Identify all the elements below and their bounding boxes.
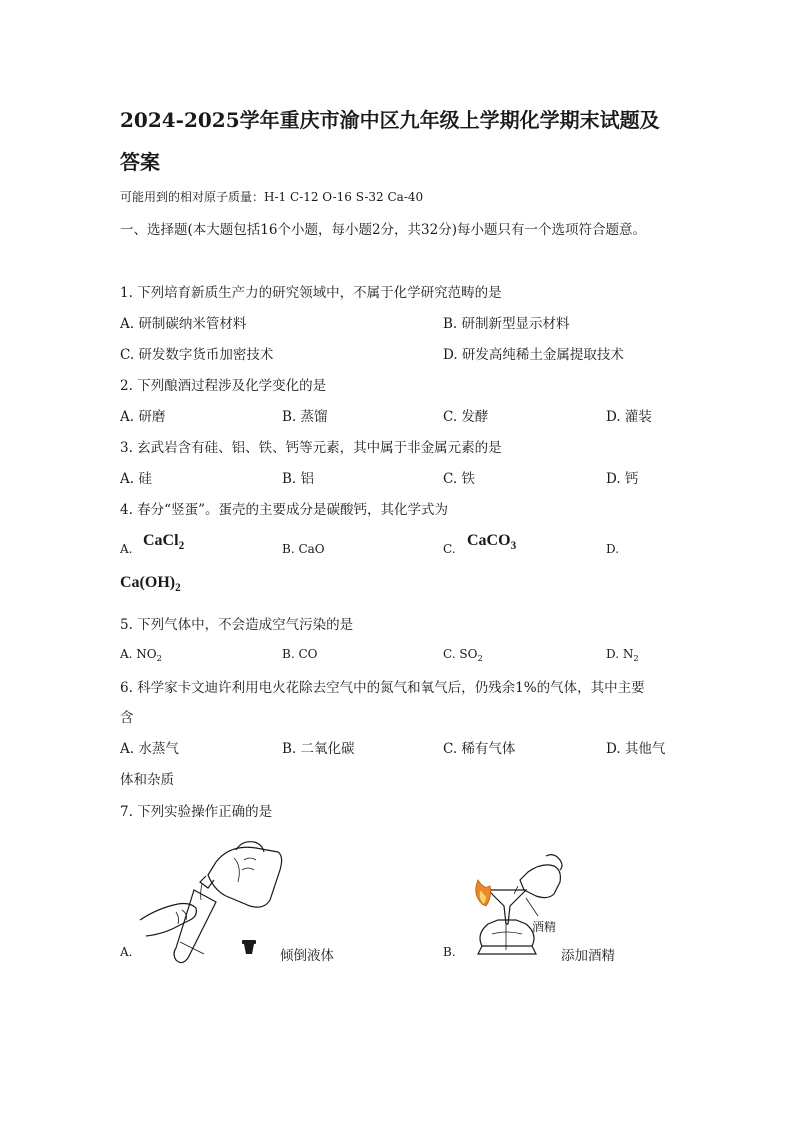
q4-stem: 4. 春分“竖蛋”。蛋壳的主要成分是碳酸钙，其化学式为 [120,502,448,518]
q6-option-c: C. 稀有气体 [443,741,516,757]
q4-option-d-label: D. [606,542,620,556]
atomic-masses: 可能用到的相对原子质量：H-1 C-12 O-16 S-32 Ca-40 [120,190,424,204]
q7-option-b-caption: 添加酒精 [561,948,615,964]
section-heading: 一、选择题(本大题包括16个小题，每小题2分，共32分)每小题只有一个选项符合题意。 [120,222,646,238]
q6-stem-line2: 含 [120,710,134,726]
q3-stem: 3. 玄武岩含有硅、铝、铁、钙等元素，其中属于非金属元素的是 [120,440,502,456]
q2-stem: 2. 下列酿酒过程涉及化学变化的是 [120,378,327,394]
q1-option-d: D. 研发高纯稀土金属提取技术 [443,347,624,363]
q4-option-a-label: A. [120,542,133,556]
q3-option-a: A. 硅 [120,471,152,487]
q1-option-c: C. 研发数字货币加密技术 [120,347,274,363]
q5-option-a: A. $NO_2$ [120,647,162,663]
q6-option-a: A. 水蒸气 [120,741,179,757]
q4-option-d-formula: $Ca(OH)_2$ [120,574,181,594]
page-title-line1: 2024-2025学年重庆市渝中区九年级上学期化学期末试题及 [120,108,660,132]
adding-alcohol-illustration [462,850,567,965]
q2-option-c: C. 发酵 [443,409,489,425]
q3-option-c: C. 铁 [443,471,475,487]
q6-option-d-line1: D. 其他气 [606,741,666,757]
q5-option-d: D. $N_2$ [606,647,639,663]
q1-stem: 1. 下列培育新质生产力的研究领域中，不属于化学研究范畴的是 [120,285,502,301]
page-title-line2: 答案 [120,150,160,174]
q2-option-b: B. 蒸馏 [282,409,328,425]
q2-option-d: D. 灌装 [606,409,652,425]
q7-option-a-caption: 倾倒液体 [280,948,334,964]
q4-option-a-formula: CaCl$_2$ [143,532,185,552]
q2-option-a: A. 研磨 [120,409,166,425]
q3-option-d: D. 钙 [606,471,639,487]
q5-stem: 5. 下列气体中，不会造成空气污染的是 [120,617,354,633]
q1-option-a: A. 研制碳纳米管材料 [120,316,247,332]
q7-option-a-label: A. [120,945,133,959]
alcohol-label: 酒精 [532,920,557,934]
q5-option-c: C. $SO_2$ [443,647,483,663]
q6-stem-line1: 6. 科学家卡文迪许利用电火花除去空气中的氮气和氧气后，仍残余1%的气体，其中主要 [120,680,645,696]
pouring-liquid-illustration [138,830,288,965]
q6-option-d-line2: 体和杂质 [120,772,174,788]
q4-option-c-label: C. [443,542,456,556]
q3-option-b: B. 铝 [282,471,315,487]
q5-option-b: B. CO [282,647,318,661]
q4-option-c-formula: CaCO$_3$ [467,532,517,552]
q6-option-b: B. 二氧化碳 [282,741,355,757]
q7-stem: 7. 下列实验操作正确的是 [120,804,273,820]
q1-option-b: B. 研制新型显示材料 [443,316,570,332]
q7-option-b-label: B. [443,945,456,959]
q4-option-b: B. CaO [282,542,325,556]
